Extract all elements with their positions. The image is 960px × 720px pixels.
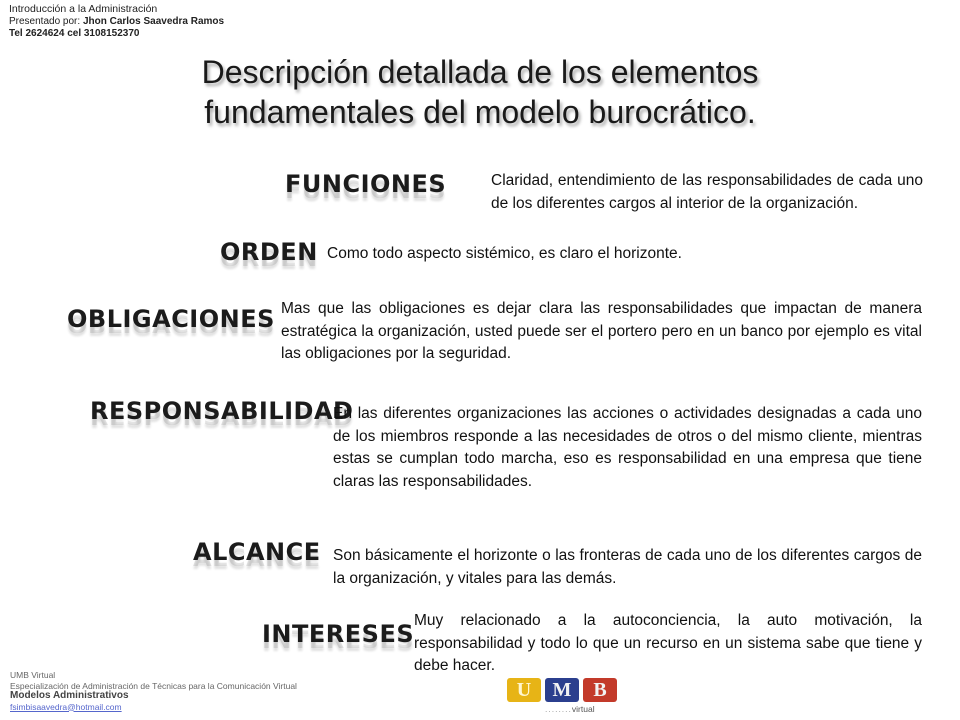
presenter-prefix: Presentado por: — [9, 15, 83, 27]
footer-line3: Modelos Administrativos — [10, 690, 129, 701]
footer-email-link[interactable]: fsimbisaavedra@hotmail.com — [10, 701, 122, 712]
footer-line2: Especialización de Administración de Técnicas para la Comunicación Virtual — [10, 680, 297, 691]
presenter-name: Jhon Carlos Saavedra Ramos — [82, 15, 225, 27]
term-funciones: FUNCIONES — [285, 170, 447, 198]
logo-subtitle: ........virtual — [545, 704, 595, 714]
desc-orden: Como todo aspecto sistémico, es claro el horizonte. — [327, 245, 682, 262]
logo-letter-b: B — [583, 678, 617, 702]
desc-funciones: Claridad, entendimiento de las responsabilidades de cada uno de los diferentes cargos al interior de la organización. — [491, 172, 923, 212]
presenter-info — [9, 3, 224, 41]
course-name: Introducción a la Administración — [9, 3, 158, 15]
slide-title-line1: Descripción detallada de los elementos — [201, 54, 759, 90]
presenter-line — [9, 16, 224, 29]
slide-title — [100, 52, 860, 132]
umb-logo — [505, 678, 620, 716]
term-obligaciones: OBLIGACIONES — [67, 305, 275, 333]
term-alcance: ALCANCE — [193, 538, 321, 566]
term-responsabilidad: RESPONSABILIDAD — [90, 397, 354, 425]
desc-alcance: Son básicamente el horizonte o las fronteras de cada uno de los diferentes cargos de la organización, y vitales para las demás. — [333, 547, 922, 587]
desc-obligaciones: Mas que las obligaciones es dejar clara las responsabilidades que impactan de manera estratégica la organización, usted puede ser el portero pero en un banco por ejemplo es vital las obligaciones por la seguridad. — [281, 300, 922, 362]
desc-responsabilidad: En las diferentes organizaciones las acciones o actividades designadas a cada uno de los miembros responde a las necesidades de otros o del mismo cliente, mientras estas se cumplan todo marcha, eso es responsabilidad en una empresa que tiene claras las responsabilidades. — [333, 405, 922, 490]
term-intereses: INTERESES — [262, 620, 415, 648]
contact-phone: Tel 2624624 cel 3108152370 — [9, 28, 140, 39]
logo-letter-u: U — [507, 678, 541, 702]
term-orden: ORDEN — [220, 238, 318, 266]
footer-line1: UMB Virtual — [10, 670, 56, 680]
slide-title-line2: fundamentales del modelo burocrático. — [204, 94, 756, 130]
desc-intereses: Muy relacionado a la autoconciencia, la auto motivación, la responsabilidad y todo lo que un recurso en un sistema sabe que tiene y debe hacer. — [414, 612, 922, 674]
logo-letter-m: M — [545, 678, 579, 702]
footer-credits — [10, 670, 297, 712]
